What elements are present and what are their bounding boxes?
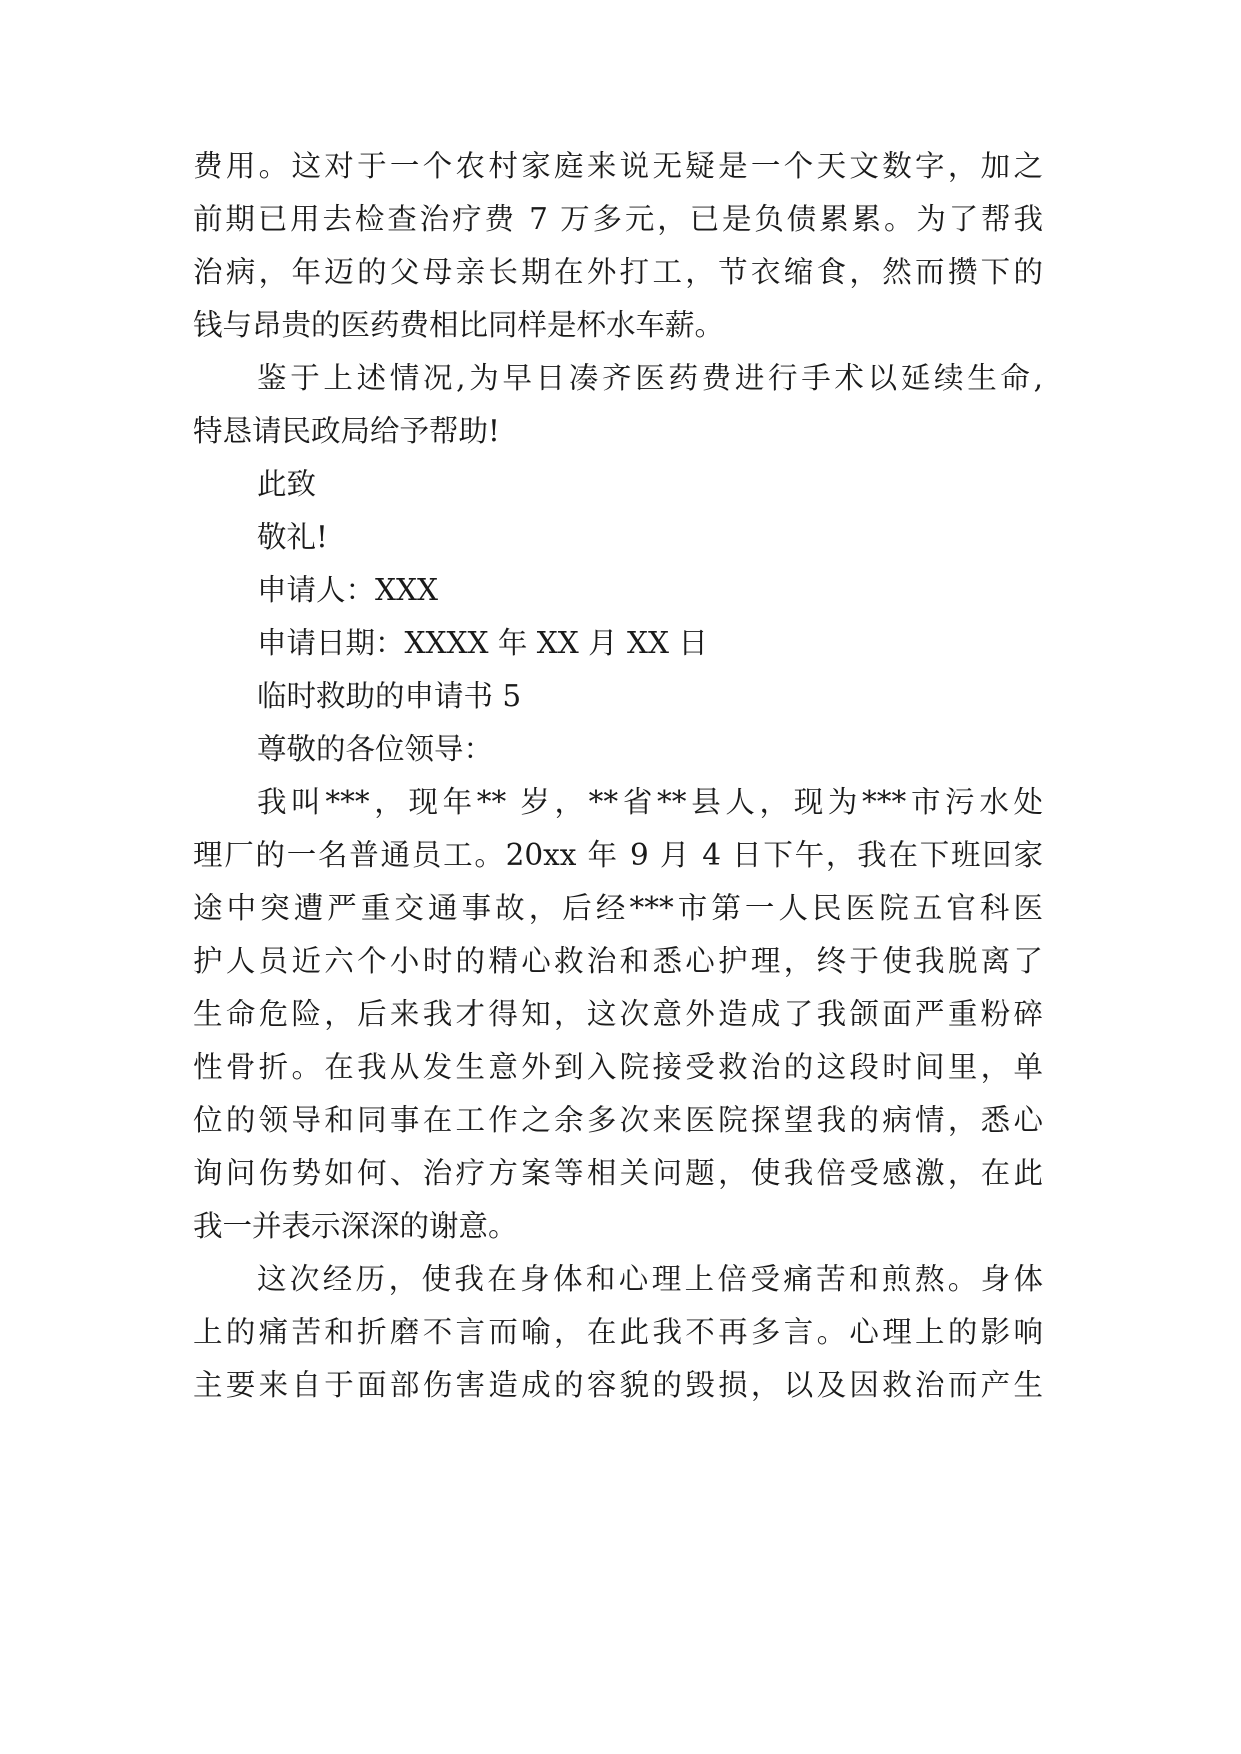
para-intro-line-4: 护人员近六个小时的精心救治和悉心护理，终于使我脱离了 (193, 944, 1043, 978)
closing-line-2: 敬礼! (257, 520, 328, 554)
para-intro-line-7: 位的领导和同事在工作之余多次来医院探望我的病情，悉心 (193, 1103, 1043, 1137)
para-intro-line-9: 我一并表示深深的谢意。 (193, 1209, 518, 1243)
para-cost-line-4: 钱与昂贵的医药费相比同样是杯水车薪。 (193, 308, 725, 342)
apply-date-line: 申请日期：XXXX 年 XX 月 XX 日 (257, 626, 708, 660)
applicant-line: 申请人：XXX (257, 573, 439, 607)
letter-5-title: 临时救助的申请书 5 (257, 679, 522, 713)
para-intro-line-8: 询问伤势如何、治疗方案等相关问题，使我倍受感激，在此 (193, 1156, 1043, 1190)
para-intro-line-5: 生命危险，后来我才得知，这次意外造成了我颌面严重粉碎 (193, 997, 1043, 1031)
para-intro-line-2: 理厂的一名普通员工。20xx 年 9 月 4 日下午，我在下班回家 (193, 838, 1043, 872)
para-request-line-2: 特恳请民政局给予帮助! (193, 414, 500, 448)
para-intro-line-3: 途中突遭严重交通事故，后经***市第一人民医院五官科医 (193, 891, 1043, 925)
para-cost-line-3: 治病，年迈的父母亲长期在外打工，节衣缩食，然而攒下的 (193, 255, 1043, 289)
closing-line-1: 此致 (257, 467, 317, 501)
para-experience-line-3: 主要来自于面部伤害造成的容貌的毁损，以及因救治而产生 (193, 1368, 1043, 1402)
para-experience-line-2: 上的痛苦和折磨不言而喻，在此我不再多言。心理上的影响 (193, 1315, 1043, 1349)
para-cost-line-2: 前期已用去检查治疗费 7 万多元，已是负债累累。为了帮我 (193, 202, 1043, 236)
para-cost-line-1: 费用。这对于一个农村家庭来说无疑是一个天文数字，加之 (193, 149, 1043, 183)
para-intro-line-1: 我叫***，现年** 岁，**省**县人，现为***市污水处 (257, 785, 1043, 819)
para-intro-line-6: 性骨折。在我从发生意外到入院接受救治的这段时间里，单 (193, 1050, 1043, 1084)
para-request-line-1: 鉴于上述情况,为早日凑齐医药费进行手术以延续生命, (257, 361, 1043, 395)
salutation-line: 尊敬的各位领导： (257, 732, 494, 766)
para-experience-line-1: 这次经历，使我在身体和心理上倍受痛苦和煎熬。身体 (257, 1262, 1043, 1296)
